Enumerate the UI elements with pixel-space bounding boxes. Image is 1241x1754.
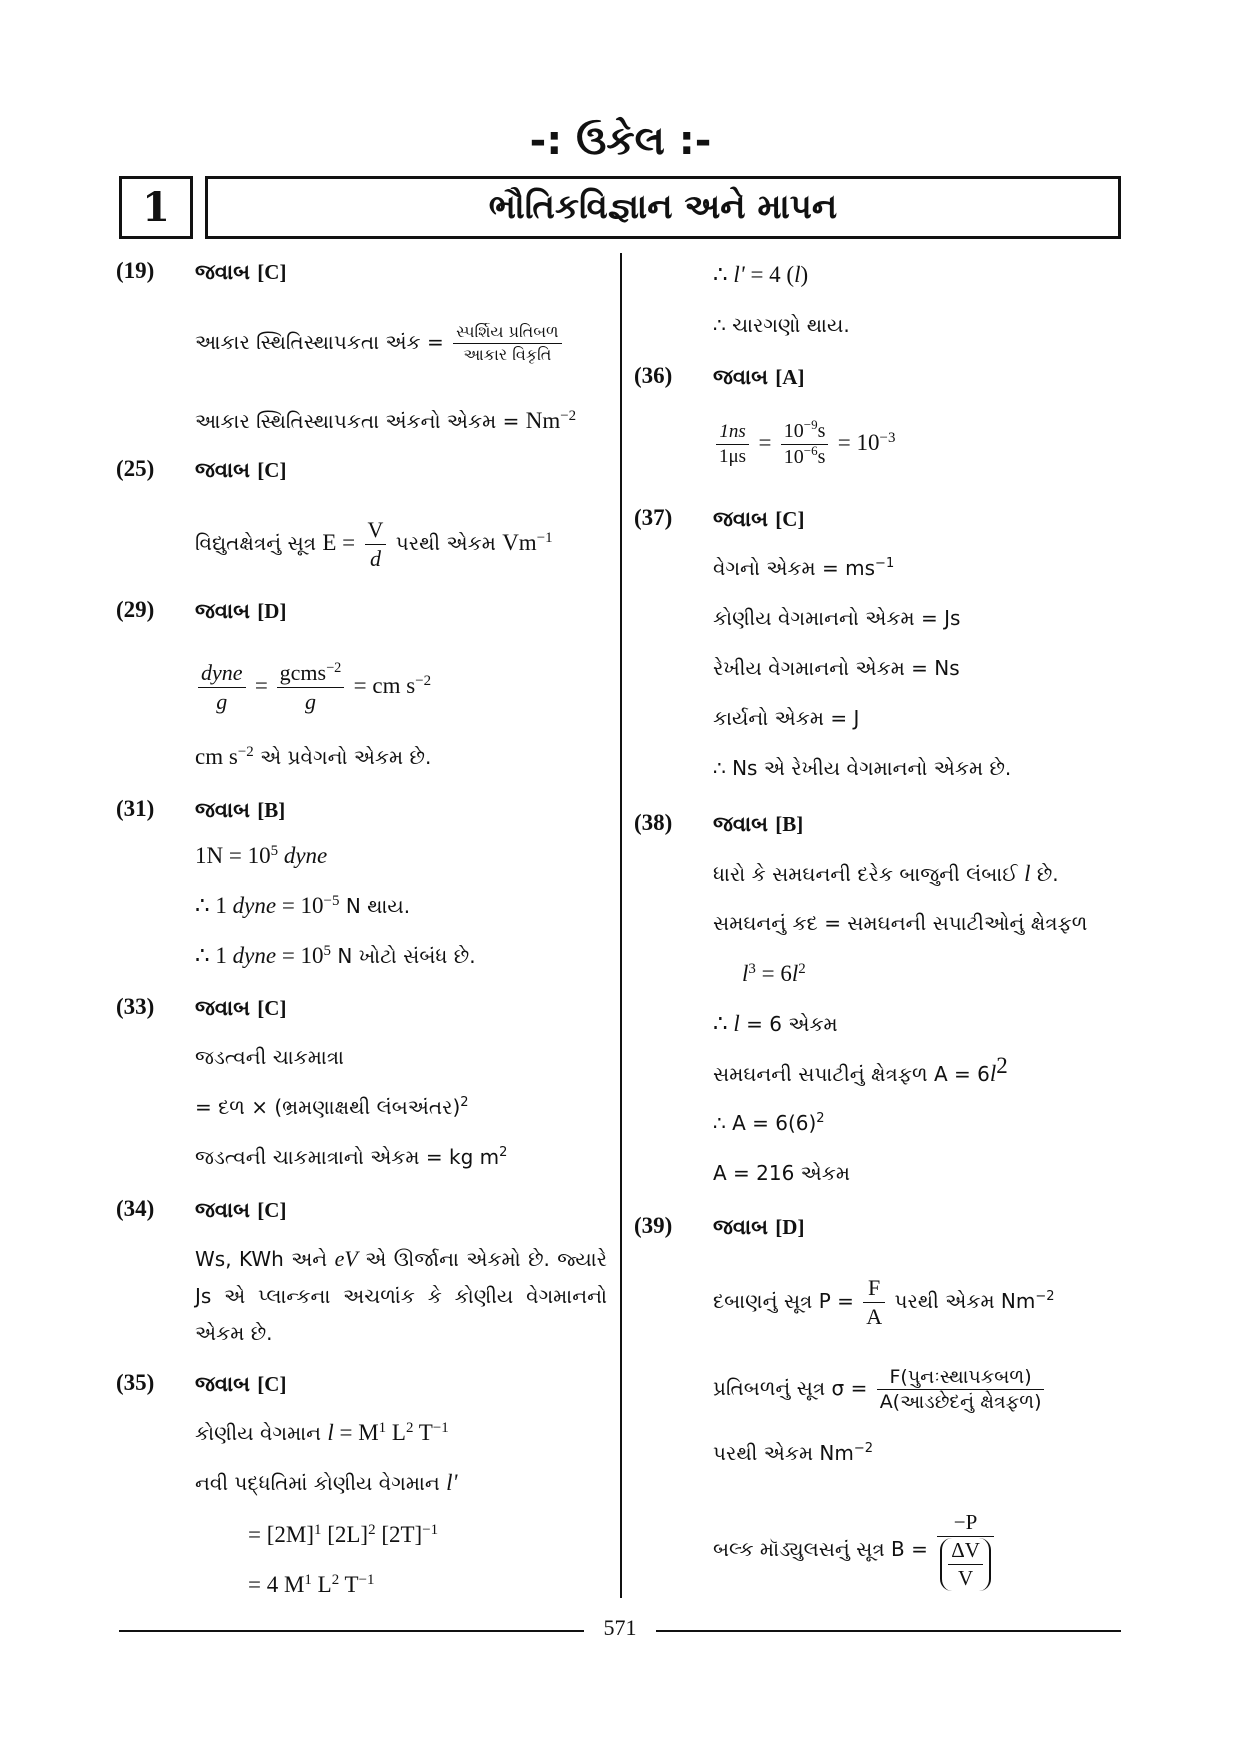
answer-line: બલ્ક મૉડ્યુલસનું સૂત્ર B = $\frac{-P}{\frac{\Delta V}{V}}$ (713, 1510, 997, 1591)
answer-line: ∴ ચારગણો થાય. (713, 313, 850, 337)
answer-line: $l^3 = 6l^2$ (742, 961, 806, 986)
question-number: (35) (116, 1370, 155, 1395)
question-number: (39) (634, 1213, 673, 1238)
answer-label: જવાબ [C] (195, 260, 287, 284)
page-number: 571 (603, 1615, 637, 1640)
chapter-title: ભૌતિકવિજ્ઞાન અને માપન (205, 176, 1121, 239)
answer-line: આકાર સ્થિતિસ્થાપકતા અંકનો એકમ = $Nm^{-2}$ (195, 408, 577, 433)
answer-label: જવાબ [B] (713, 812, 804, 836)
answer-line: વેગનો એકમ = $ms^{-1}$ (713, 556, 895, 580)
question-number: (33) (116, 994, 155, 1019)
footer-rule-left (119, 1630, 584, 1632)
question-number: (37) (634, 505, 673, 530)
footer-rule-right (656, 1630, 1121, 1632)
answer-line: દબાણનું સૂત્ર P = $\frac{F}{A}$ પરથી એકમ $Nm^{-2}$ (713, 1275, 1055, 1329)
answer-line: ∴ 1 dyne = $10^{-5}$ N થાય. (195, 893, 411, 918)
answer-line: $\frac{\text{dyne}}{g}$ = $\frac{gcms^{-2}}{g}$ = cm $s^{-2}$ (195, 660, 431, 715)
answer-label: જવાબ [B] (195, 798, 286, 822)
answer-label: જવાબ [C] (195, 1198, 287, 1222)
answer-line: ∴ 1 dyne = $10^5$ N ખોટો સંબંધ છે. (195, 943, 476, 968)
question-number: (36) (634, 363, 673, 388)
answer-line: cm $s^{-2}$ એ પ્રવેગનો એકમ છે. (195, 744, 432, 769)
answer-line: $\frac{1ns}{1\mu s}$ = $\frac{10^{-9}s}{10^{-6}s}$ = $10^{-3}$ (713, 420, 895, 469)
question-number: (19) (116, 258, 155, 283)
answer-line: આકાર સ્થિતિસ્થાપકતા અંક = $\frac{\text{સ્પર્શિય પ્રતિબળ}}{\text{આકાર વિકૃતિ}}$ (195, 322, 565, 365)
answer-label: જવાબ [D] (713, 1215, 805, 1239)
answer-line: જડત્વની ચાકમાત્રા (195, 1045, 344, 1069)
question-number: (29) (116, 597, 155, 622)
answer-label: જવાબ [C] (713, 507, 805, 531)
answer-line: વિદ્યુતક્ષેત્રનું સૂત્ર E = $\frac{V}{d}$ પરથી એકમ $Vm^{-1}$ (195, 517, 553, 571)
answer-line: = 4 $M^1$ $L^2$ $T^{-1}$ (248, 1572, 375, 1597)
question-number: (31) (116, 796, 155, 821)
column-divider (620, 253, 622, 1598)
answer-line: કોણીય વેગમાન $l = M^1$ $L^2$ $T^{-1}$ (195, 1420, 449, 1445)
answer-line: જડત્વની ચાકમાત્રાનો એકમ = kg $m^2$ (195, 1145, 508, 1169)
answer-line: = $[2M]^1$ $[2L]^2$ $[2T]^{-1}$ (248, 1522, 439, 1547)
answer-line: રેખીય વેગમાનનો એકમ = Ns (713, 656, 960, 680)
answer-line: નવી પદ્ધતિમાં કોણીય વેગમાન l' (195, 1470, 458, 1495)
answer-label: જવાબ [A] (713, 365, 805, 389)
question-number: (38) (634, 810, 673, 835)
answer-line: ∴ $A = 6(6)^2$ (713, 1111, 825, 1135)
answer-line: $1N = 10^5$ dyne (195, 843, 328, 868)
answer-line: કોણીય વેગમાનનો એકમ = Js (713, 606, 961, 630)
answer-line: સમઘનની સપાટીનું ક્ષેત્રફળ $A = 6l^2$ (713, 1053, 1008, 1086)
answer-label: જવાબ [C] (195, 1372, 287, 1396)
answer-line: પ્રતિબળનું સૂત્ર σ = $\frac{\text{F(પુનઃસ્થાપકબળ)}}{\text{A(આડછેદનું ક્ષેત્રફળ)}}$ (713, 1366, 1047, 1413)
question-number: (34) (116, 1196, 155, 1221)
answer-label: જવાબ [C] (195, 996, 287, 1020)
answer-line: ∴ l' = 4 (l) (713, 262, 809, 287)
page-title: -: ઉકેલ :- (529, 118, 712, 164)
answer-label: જવાબ [D] (195, 599, 287, 623)
question-number: (25) (116, 456, 155, 481)
answer-line: સમઘનનું કદ = સમઘનની સપાટીઓનું ક્ષેત્રફળ (713, 911, 1088, 935)
answer-label: જવાબ [C] (195, 458, 287, 482)
answer-line: ∴ l = 6 એકમ (713, 1011, 838, 1036)
answer-line: પરથી એકમ $Nm^{-2}$ (713, 1441, 874, 1465)
answer-line: A = 216 એકમ (713, 1161, 851, 1185)
answer-line: ∴ Ns એ રેખીય વેગમાનનો એકમ છે. (713, 756, 1012, 780)
chapter-number: 1 (119, 176, 193, 239)
answer-line: કાર્યનો એકમ = J (713, 706, 860, 730)
answer-line: ધારો કે સમઘનની દરેક બાજુની લંબાઈ l છે. (713, 861, 1059, 886)
answer-paragraph: Ws, KWh અને eV એ ઊર્જાના એકમો છે. જ્યારે Js એ પ્લાન્કના અચળાંક કે કોણીય વેગમાનનો એકમ છે. (195, 1246, 608, 1345)
answer-line: = દળ × (ભ્રમણાક્ષથી લંબઅંતર)$^2$ (195, 1095, 469, 1119)
